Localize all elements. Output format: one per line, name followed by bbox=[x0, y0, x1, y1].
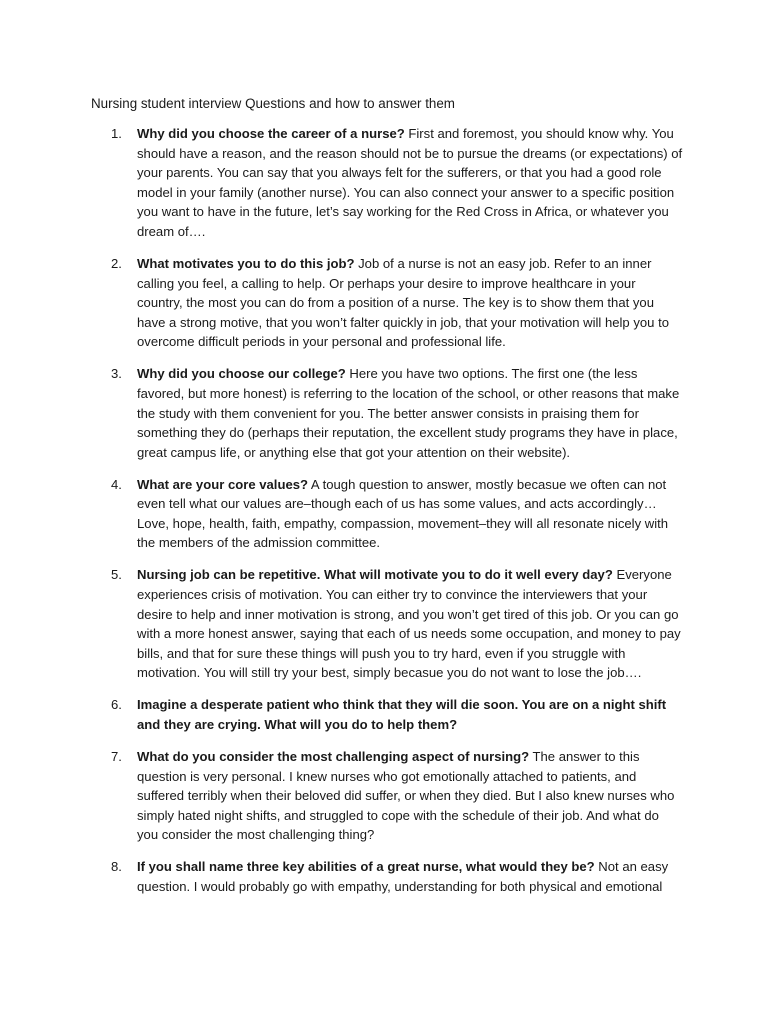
question-list bbox=[0, 124, 768, 909]
list-item bbox=[0, 565, 768, 683]
question-text: Nursing job can be repetitive. What will motivate you to do it well every day? bbox=[137, 567, 613, 583]
list-item bbox=[0, 747, 768, 845]
list-item bbox=[0, 124, 768, 242]
question-text: What are your core values? bbox=[137, 476, 309, 492]
item-number: 6. bbox=[111, 697, 122, 713]
answer-text: Job of a nurse is not an easy job. Refer to an inner calling you feel, a calling to help. Or perhaps your desire to improve healthcare in your country, the most you can do from a position of a nurse. The key is to show them that you have a strong motive, that you won’t falter quickly in job, that your motivation will help you to overcome difficult periods in your personal and professional life. bbox=[137, 255, 670, 350]
question-text: Imagine a desperate patient who think that they will die soon. You are on a night shift and they are crying. What will you do to help them? bbox=[137, 697, 667, 732]
list-item bbox=[0, 364, 768, 462]
list-item bbox=[0, 695, 768, 734]
item-number: 3. bbox=[111, 366, 122, 382]
list-item bbox=[0, 857, 768, 896]
question-text: Why did you choose our college? bbox=[137, 366, 346, 382]
item-number: 5. bbox=[111, 567, 122, 583]
answer-text: Not an easy question. I would probably go with empathy, understanding for both physical and emotional bbox=[137, 859, 669, 894]
answer-text: A tough question to answer, mostly becasue we often can not even tell what our values are–though each of us has some values, and acts accordingly… Love, hope, health, faith, empathy, compassion, movement–they will all resonate nicely with the members of the admission committee. bbox=[137, 476, 669, 551]
answer-text: Here you have two options. The first one (the less favored, but more honest) is referring to the location of the school, or other reasons that make the study with them convenient for you. The better answer consists in praising them for something they do (perhaps their reputation, the excellent study programs they have in place, great campus life, or anything else that got your attention on their website). bbox=[137, 366, 680, 460]
answer-text: The answer to this question is very personal. I knew nurses who got emotionally attached to patients, and suffered terribly when their beloved did suffer, or when they died. But I also knew nurses who simply hated night shifts, and struggled to cope with the schedule of their job. And what do you consider the most challenging thing? bbox=[137, 748, 675, 843]
list-item bbox=[0, 254, 768, 352]
item-number: 4. bbox=[111, 476, 122, 492]
answer-text: Everyone experiences crisis of motivation. You can either try to convince the interviewers that your desire to help and inner motivation is strong, and you won’t get tired of this job. Or you can go with a more honest answer, saying that each of us needs some occupation, and money to pay bills, and that for sure these things will push you to try hard, even if you struggle with motivation. You will still try your best, simply becasue you do not want to lose the job…. bbox=[137, 567, 681, 681]
item-number: 8. bbox=[111, 859, 122, 875]
item-number: 1. bbox=[111, 126, 122, 141]
document-title: Nursing student interview Questions and how to answer them bbox=[91, 96, 455, 111]
item-number: 2. bbox=[111, 255, 122, 271]
question-text: Why did you choose the career of a nurse? bbox=[137, 126, 405, 141]
question-text: What do you consider the most challenging aspect of nursing? bbox=[137, 748, 530, 764]
question-text: If you shall name three key abilities of a great nurse, what would they be? bbox=[137, 859, 595, 875]
list-item bbox=[0, 475, 768, 553]
question-text: What motivates you to do this job? bbox=[137, 255, 355, 271]
item-number: 7. bbox=[111, 748, 122, 764]
answer-text: First and foremost, you should know why. You should have a reason, and the reason should not be to pursue the dreams (or expectations) of your parents. You can say that you always felt for the sufferers, or that you had a good role model in your family (another nurse). You can also connect your answer to a specific position you want to have in the future, let’s say working for the Red Cross in Africa, or whatever you dream of…. bbox=[137, 126, 683, 239]
